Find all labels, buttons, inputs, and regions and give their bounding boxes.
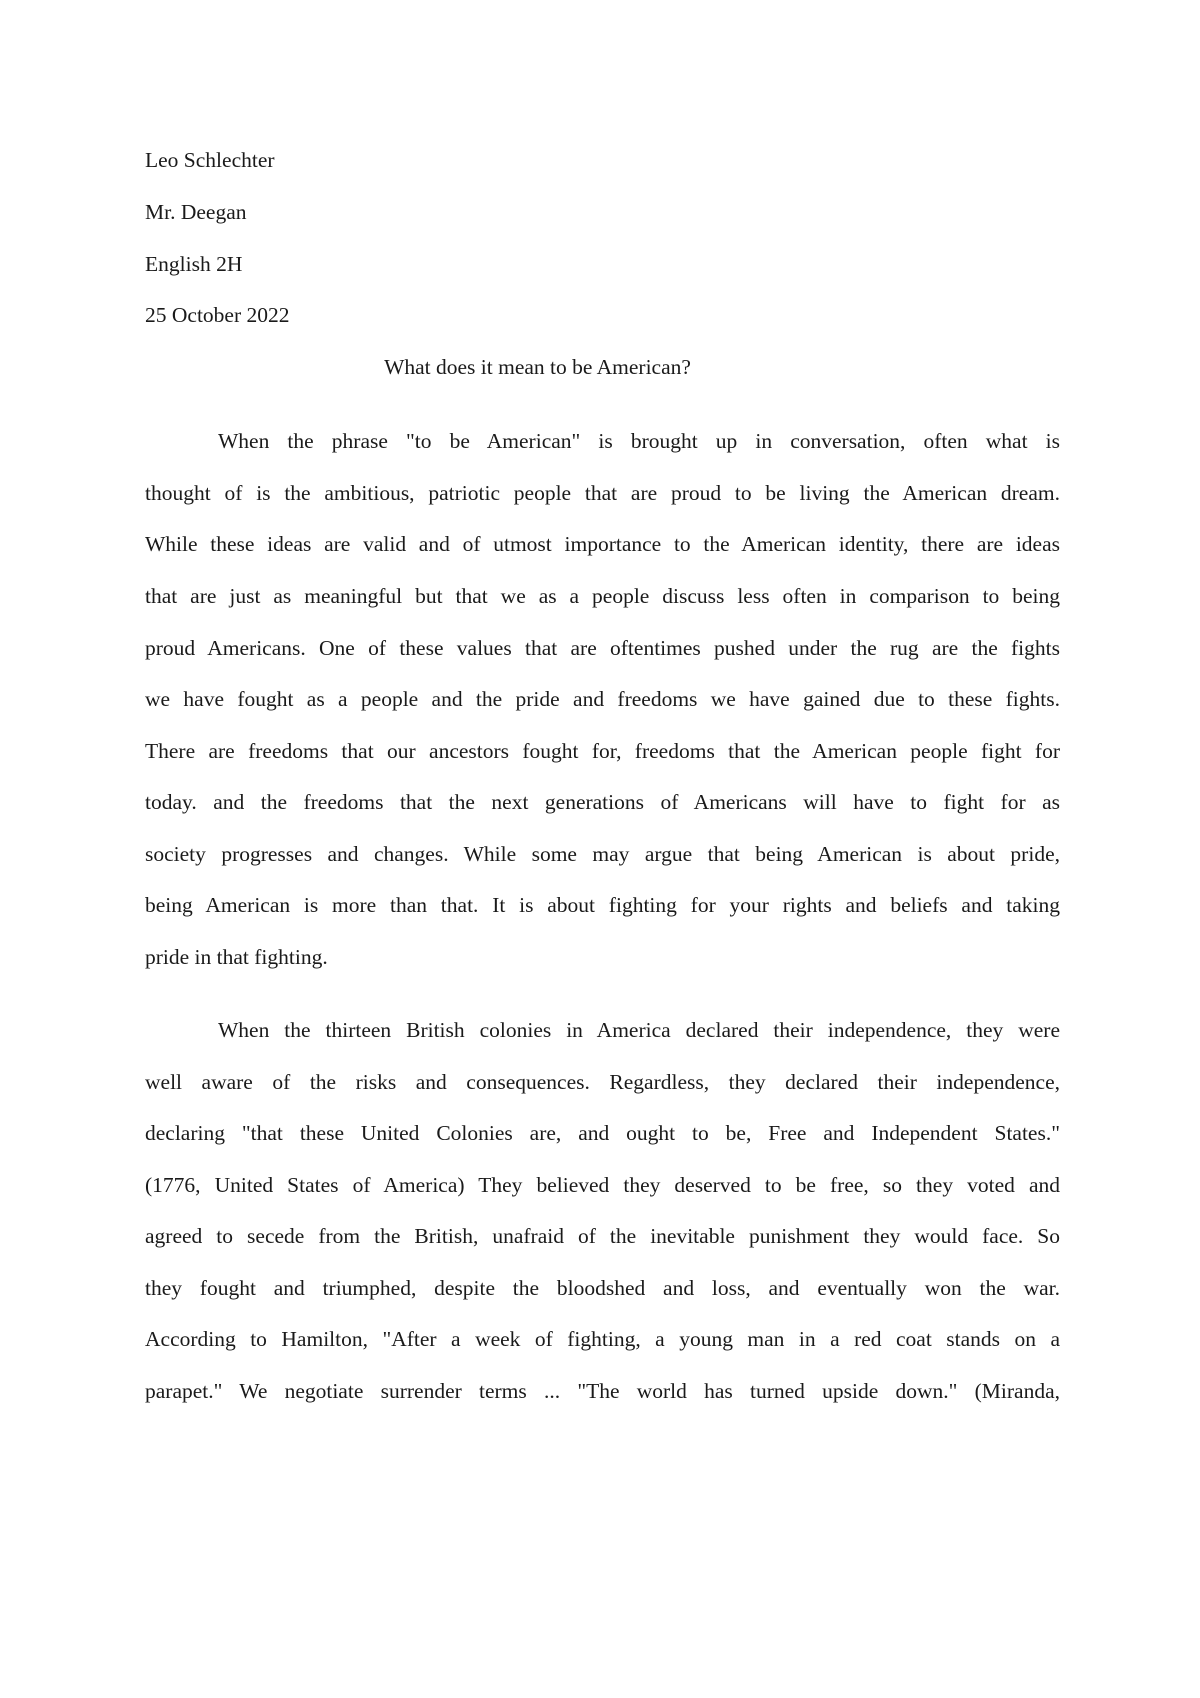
paragraph-1-line: society progresses and changes. While some may argue that being American is about pride, — [145, 842, 1060, 866]
paragraph-1-line: pride in that fighting. — [145, 945, 328, 969]
paragraph-1-line: There are freedoms that our ancestors fought for, freedoms that the American people fight for — [145, 739, 1060, 763]
course-name: English 2H — [145, 252, 243, 276]
paragraph-1-line: we have fought as a people and the pride and freedoms we have gained due to these fights. — [145, 687, 1060, 711]
paragraph-2-line: According to Hamilton, "After a week of fighting, a young man in a red coat stands on a — [145, 1327, 1060, 1351]
paragraph-1-line: today. and the freedoms that the next generations of Americans will have to fight for as — [145, 790, 1060, 814]
paragraph-1-line: that are just as meaningful but that we as a people discuss less often in comparison to being — [145, 584, 1060, 608]
paragraph-1-line: being American is more than that. It is about fighting for your rights and beliefs and taking — [145, 893, 1060, 917]
paragraph-2-line: well aware of the risks and consequences. Regardless, they declared their independence, — [145, 1070, 1060, 1094]
document-date: 25 October 2022 — [145, 303, 290, 327]
author-name: Leo Schlechter — [145, 148, 275, 172]
paragraph-2-line: they fought and triumphed, despite the bloodshed and loss, and eventually won the war. — [145, 1276, 1060, 1300]
essay-title: What does it mean to be American? — [384, 355, 691, 379]
paragraph-1-line: While these ideas are valid and of utmost importance to the American identity, there are ideas — [145, 532, 1060, 556]
paragraph-2-line: parapet." We negotiate surrender terms ... "The world has turned upside down." (Miranda, — [145, 1379, 1060, 1403]
paragraph-1-line: thought of is the ambitious, patriotic people that are proud to be living the American dream. — [145, 481, 1060, 505]
paragraph-2-line: (1776, United States of America) They believed they deserved to be free, so they voted and — [145, 1173, 1060, 1197]
paragraph-2-line: When the thirteen British colonies in America declared their independence, they were — [218, 1018, 1060, 1042]
teacher-name: Mr. Deegan — [145, 200, 247, 224]
paragraph-2-line: agreed to secede from the British, unafraid of the inevitable punishment they would face. So — [145, 1224, 1060, 1248]
paragraph-2-line: declaring "that these United Colonies are, and ought to be, Free and Independent States." — [145, 1121, 1060, 1145]
paragraph-1-line: When the phrase "to be American" is brought up in conversation, often what is — [218, 429, 1060, 453]
paragraph-1-line: proud Americans. One of these values that are oftentimes pushed under the rug are the fights — [145, 636, 1060, 660]
